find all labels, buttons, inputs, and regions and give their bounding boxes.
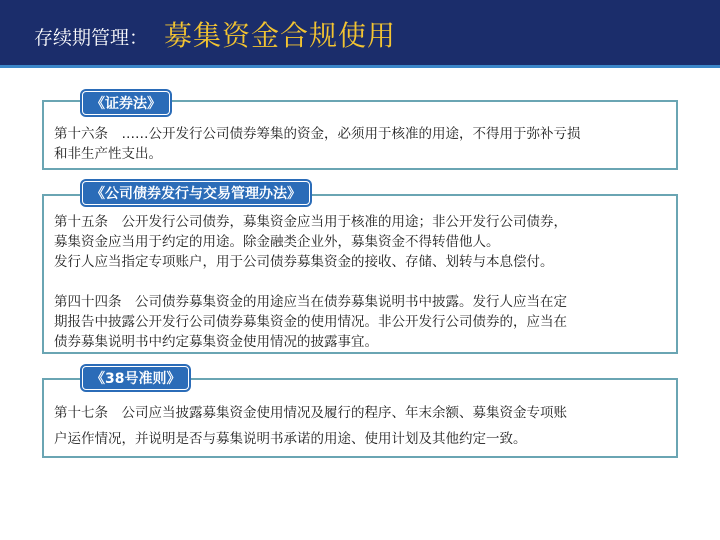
page-title: 募集资金合规使用 bbox=[164, 19, 397, 52]
article-16-text: 第十六条 ……公开发行公司债券筹集的资金，必须用于核准的用途，不得用于弥补亏损 和非生产性支出。 bbox=[54, 126, 581, 162]
title-prefix: 存续期管理： bbox=[34, 27, 149, 49]
article-15-text: 第十五条 公开发行公司债券，募集资金应当用于核准的用途；非公开发行公司债券， 募集资金应当用于约定的用途。除金融类企业外，募集资金不得转借他人。 发行人应当指定专项账户，用于公司债券募集资金的接收、存储、划转与本息偿付。 bbox=[54, 214, 567, 270]
article-17-text: 第十七条 公司应当披露募集资金使用情况及履行的程序、年末余额、募集资金专项账 户运作情况，并说明是否与募集说明书承诺的用途、使用计划及其他约定一致。 bbox=[54, 405, 567, 447]
tag-bond-measures: 《公司债券发行与交易管理办法》 bbox=[82, 181, 310, 205]
article-44-text: 第四十四条 公司债券募集资金的用途应当在债券募集说明书中披露。发行人应当在定 期报告中披露公开发行公司债券募集资金的使用情况。非公开发行公司债券的，应当在 债券募集说明书中约定募集资金使用情况的披露事宜。 bbox=[54, 294, 567, 350]
tag-standard-38: 《38号准则》 bbox=[82, 366, 189, 390]
header-bar bbox=[0, 0, 720, 68]
tag-securities-law: 《证券法》 bbox=[82, 91, 170, 115]
